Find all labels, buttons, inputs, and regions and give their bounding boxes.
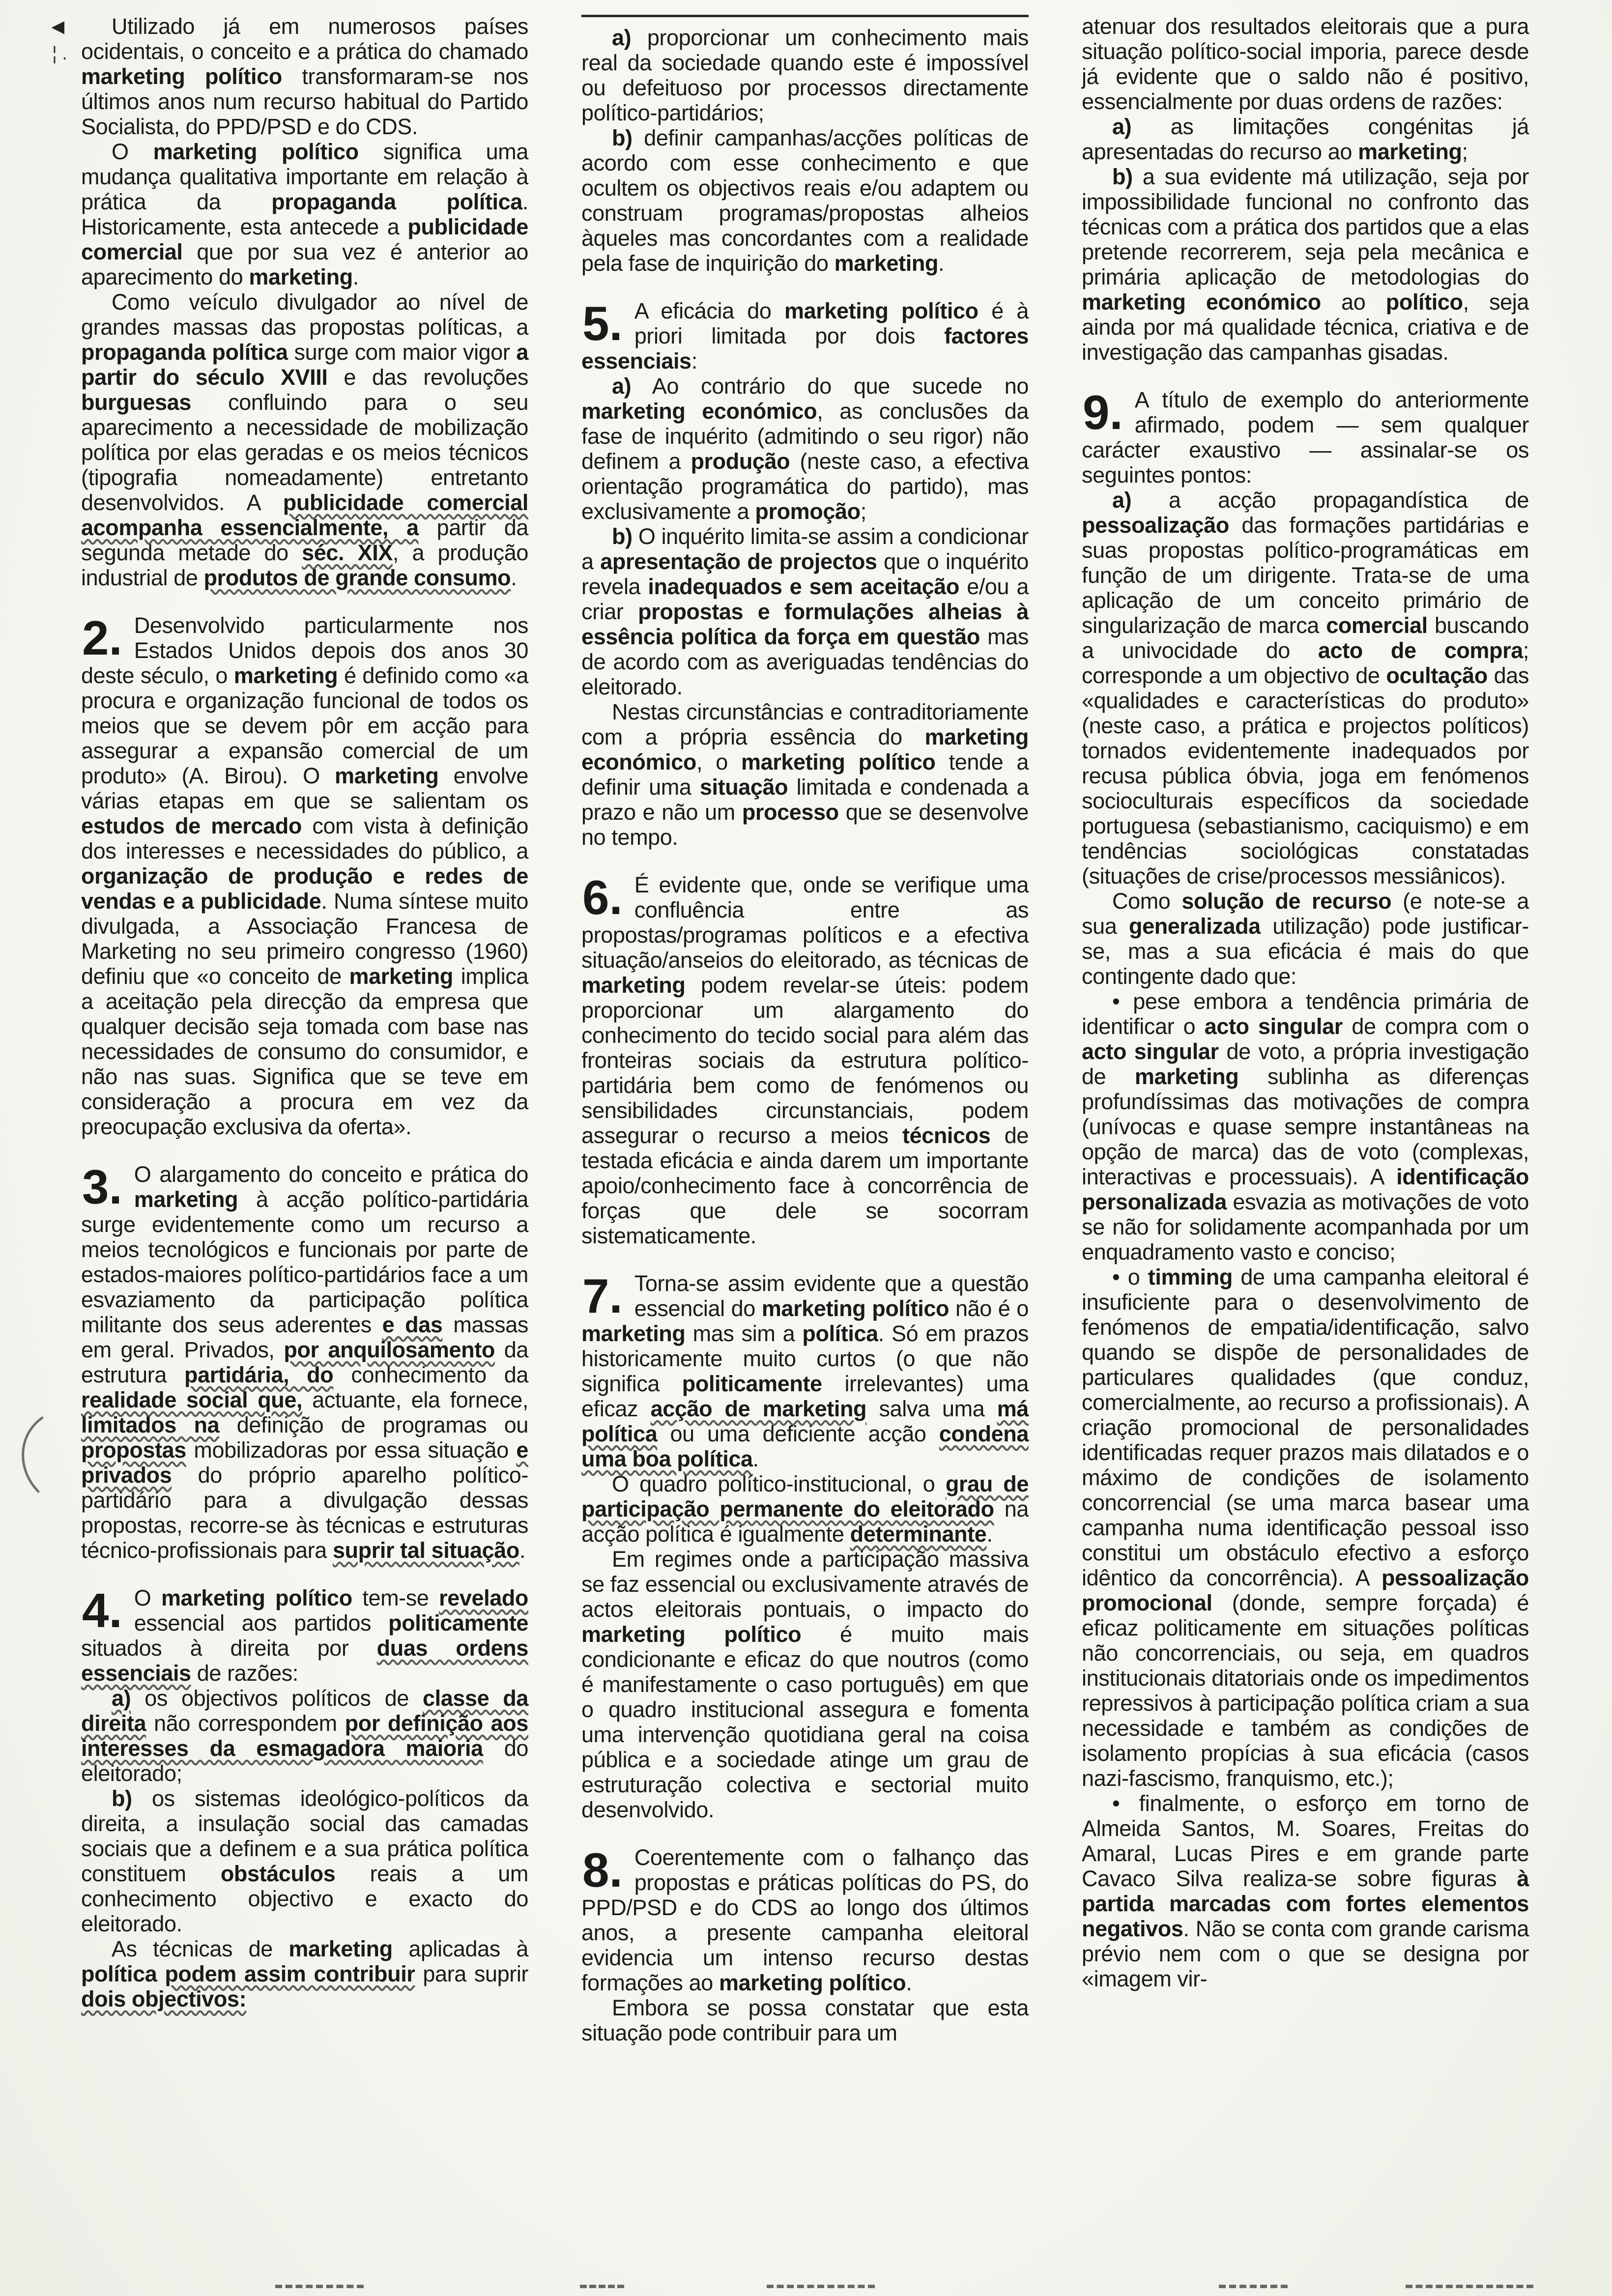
scribbled-emphasis: duas ordens essenciais bbox=[81, 1636, 528, 1686]
bold-emphasis: a) bbox=[612, 25, 632, 50]
section-number: 8. bbox=[582, 1843, 623, 1897]
bold-emphasis: marketing bbox=[1134, 1064, 1239, 1089]
bold-emphasis: marketing político bbox=[81, 64, 282, 89]
paragraph: b) a sua evidente má utilização, seja por impossibilidade funcional no confronto das técnicas com a prática dos partidos que a elas pretende recorrerem, seja pela mecânica e primária aplicação de metodologias do marketing económico ao político, seja ainda por má qualidade técnica, criativa e de investigação das campanhas gisadas. bbox=[1082, 164, 1529, 365]
scribbled-emphasis: publicidade comercial acompanha essencialmente, a bbox=[81, 490, 528, 540]
scribbled-emphasis: podem assim contribuir bbox=[165, 1961, 415, 1986]
section-paragraph: 2. Desenvolvido particularmente nos Estados Unidos depois dos anos 30 deste século, o marketing é definido como «a procura e organização funcional de todos os meios que se devem pôr em acção para assegurar a expansão comercial de um produto» (A. Birou). O marketing envolve várias etapas em que se salientam os estudos de mercado com vista à definição dos interesses e necessidades do público, a organização de produção e redes de vendas e a publicidade. Numa síntese muito divulgada, a Associação Francesa de Marketing no seu primeiro congresso (1960) definiu que «o conceito de marketing implica a aceitação pela direcção da empresa que qualquer decisão seja tomada com base nas necessidades de consumo do consumidor, e não nas suas. Significa que se teve em consideração a procura em vez da preocupação exclusiva da oferta». bbox=[81, 611, 529, 1139]
paragraph: a) proporcionar um conhecimento mais real da sociedade quando este é impossível ou defeituoso por processos directamente político-partidários; bbox=[581, 25, 1029, 125]
section-number: 9. bbox=[1083, 385, 1123, 439]
paragraph: Nestas circunstâncias e contraditoriamente com a própria essência do marketing económico, o marketing político tende a definir uma situação limitada e condenada a prazo e não um processo que se desenvolve no tempo. bbox=[581, 699, 1029, 850]
scribbled-emphasis: condena uma boa política bbox=[581, 1421, 1029, 1471]
paragraph: b) definir campanhas/acções políticas de acordo com esse conhecimento e que ocultem os objectivos reais e/ou adaptem ou construam programas/propostas alheios àqueles mas concordantes com a realidade pela fase de inquirição do marketing. bbox=[581, 125, 1029, 276]
scribbled-emphasis: por definição aos interesses da esmagadora maioria bbox=[81, 1711, 528, 1761]
bold-emphasis: marketing político bbox=[161, 1585, 352, 1610]
bold-emphasis: b) bbox=[1112, 164, 1133, 189]
bold-emphasis: política bbox=[802, 1321, 878, 1346]
paragraph: b) O inquérito limita-se assim a condicionar a apresentação de projectos que o inquérito revela inadequados e sem aceitação e/ou a criar propostas e formulações alheias à essência política da força em questão mas de acordo com as averiguadas tendências do eleitorado. bbox=[581, 524, 1029, 699]
scribbled-emphasis: produtos de grande consumo bbox=[203, 565, 511, 590]
bold-emphasis: acto singular bbox=[1204, 1014, 1343, 1039]
bold-emphasis: marketing bbox=[834, 251, 939, 276]
section-paragraph: 9. A título de exemplo do anteriormente afirmado, podem — sem qualquer carácter exaustivo — assinalar-se os seguintes pontos: bbox=[1082, 385, 1529, 488]
bold-emphasis: marketing político bbox=[784, 298, 979, 323]
paragraph: Embora se possa constatar que esta situação pode contribuir para um bbox=[581, 1995, 1029, 2045]
bold-emphasis: b) bbox=[612, 524, 633, 549]
bold-emphasis: factores essenciais bbox=[581, 323, 1029, 373]
scribbled-emphasis: partidária, do bbox=[184, 1362, 334, 1387]
section-number: 2. bbox=[82, 611, 122, 665]
paragraph: Utilizado já em numerosos países ocidentais, o conceito e a prática do chamado marketing político transformaram-se nos últimos anos num recurso habitual do Partido Socialista, do PPD/PSD e do CDS. bbox=[81, 14, 528, 139]
paragraph: O marketing político significa uma mudança qualitativa importante em relação à prática da propaganda política. Historicamente, esta antecede a publicidade comercial que por sua vez é anterior ao aparecimento do marketing. bbox=[81, 139, 528, 289]
scribbled-emphasis: propostas bbox=[81, 1437, 186, 1463]
paragraph: a) Ao contrário do que sucede no marketing económico, as conclusões da fase de inquérito (admitindo o seu rigor) não definem a produção (neste caso, a efectiva orientação programática do partido), mas exclusivamente a promoção; bbox=[581, 373, 1029, 524]
bold-emphasis: identificação personalizada bbox=[1082, 1164, 1529, 1214]
bold-emphasis: a) bbox=[612, 373, 632, 399]
bold-emphasis: a partir do século XVIII bbox=[81, 340, 528, 390]
bold-emphasis: politicamente bbox=[388, 1610, 528, 1636]
bold-emphasis: promoção bbox=[755, 499, 861, 524]
section-paragraph: 8. Coerentemente com o falhanço das propostas e práticas políticas do PS, do PPD/PSD e do CDS ao longo dos últimos anos, a presente campanha eleitoral evidencia um intenso recurso destas formações ao marketing político. bbox=[581, 1843, 1029, 1995]
scribbled-emphasis: grau de participação permanente do eleitorado bbox=[581, 1471, 1029, 1521]
scribbled-emphasis: a) bbox=[112, 1686, 131, 1711]
section-number: 4. bbox=[82, 1583, 122, 1637]
scribbled-emphasis: limitados na bbox=[81, 1412, 220, 1437]
scribbled-emphasis: suprir tal situação bbox=[332, 1538, 519, 1563]
bold-emphasis: política bbox=[81, 1961, 157, 1986]
bold-emphasis: marketing bbox=[349, 964, 453, 989]
column-top-rule bbox=[581, 15, 1029, 17]
bold-emphasis: burguesas bbox=[81, 390, 191, 415]
bold-emphasis: pessoalização bbox=[1082, 513, 1229, 538]
bold-emphasis: solução de recurso bbox=[1181, 889, 1392, 914]
scribbled-emphasis: e das bbox=[382, 1312, 443, 1337]
scribbled-emphasis: má política bbox=[581, 1396, 1029, 1446]
bold-emphasis: marketing político bbox=[719, 1970, 906, 1995]
section-paragraph: 4. O marketing político tem-se revelado essencial aos partidos politicamente situados à direita por duas ordens essenciais de razões: bbox=[81, 1583, 528, 1686]
paragraph: • finalmente, o esforço em torno de Almeida Santos, M. Soares, Freitas do Amaral, Lucas Pires e em grande parte Cavaco Silva realiza-se sobre figuras à partida marcadas com fortes elementos negativos. Não se conta com grande carisma prévio nem com o que se designa por «imagem vir- bbox=[1082, 1791, 1529, 1991]
scribbled-emphasis: e privados bbox=[81, 1437, 528, 1488]
paragraph: Como solução de recurso (e note-se a sua generalizada utilização) pode justificar-se, mas a sua eficácia é mais do que contingente dado que: bbox=[1082, 889, 1529, 989]
scribbled-emphasis: séc. XIX bbox=[302, 540, 393, 565]
bold-emphasis: processo bbox=[742, 800, 839, 825]
paragraph: • pese embora a tendência primária de identificar o acto singular de compra com o acto singular de voto, a própria investigação de marketing sublinha as diferenças profundíssimas das motivações de compra (unívocas e quase sempre instantâneas na opção de marca) das de voto (complexas, interactivas e processuais). A identificação personalizada esvazia as motivações de voto se não for solidamente acompanhada por um enquadramento vasto e conciso; bbox=[1082, 989, 1529, 1264]
bold-emphasis: marketing bbox=[581, 1321, 686, 1346]
column-1 bbox=[81, 14, 528, 2045]
bold-emphasis: técnicos bbox=[902, 1123, 991, 1148]
scribbled-emphasis: realidade social que, bbox=[81, 1387, 303, 1412]
bold-emphasis: a) bbox=[1112, 488, 1132, 513]
bold-emphasis: produção bbox=[691, 449, 790, 474]
bold-emphasis: estudos de mercado bbox=[81, 813, 302, 838]
bold-emphasis: marketing económico bbox=[1082, 289, 1321, 315]
bold-emphasis: propaganda política bbox=[271, 189, 522, 214]
bold-emphasis: apresentação de projectos bbox=[600, 549, 877, 574]
bold-emphasis: generalizada bbox=[1128, 914, 1261, 939]
paragraph: a) os objectivos políticos de classe da direita não correspondem por definição aos interesses da esmagadora maioria do eleitorado; bbox=[81, 1686, 528, 1786]
paragraph: Em regimes onde a participação massiva se faz essencial ou exclusivamente através de actos eleitorais pontuais, o impacto do marketing político é muito mais condicionante e eficaz do que noutros (como é manifestamente o caso português) em que o quadro institucional assegura e fomenta uma intervenção quotidiana geral na coisa pública e a sociedade atinge um grau de estruturação colectiva e sectorial muito desenvolvido. bbox=[581, 1547, 1029, 1822]
scribbled-emphasis: acção de marketing bbox=[650, 1396, 867, 1421]
section-paragraph: 6. É evidente que, onde se verifique uma confluência entre as propostas/programas políticos e a efectiva situação/anseios do eleitorado, as técnicas de marketing podem revelar-se úteis: podem proporcionar um alargamento do conhecimento do tecido social para além das fronteiras sociais da estrutura político-partidária bem como de fenómenos ou sensibilidades circunstanciais, podem assegurar o recurso a meios técnicos de testada eficácia e ainda darem um importante apoio/conhecimento face à concorrência de forças que dele se socorram sistematicamente. bbox=[581, 870, 1029, 1248]
article-columns bbox=[81, 14, 1538, 2045]
bold-emphasis: ocultação bbox=[1386, 663, 1488, 688]
bold-emphasis: timming bbox=[1148, 1264, 1233, 1290]
section-paragraph: 3. O alargamento do conceito e prática do marketing à acção político-partidária surge evidentemente como um recurso a meios tecnológicos e funcionais por parte de estados-maiores político-partidários face a um esvaziamento da participação política militante dos seus aderentes e das massas em geral. Privados, por anquilosamento da estrutura partidária, do conhecimento da realidade social que, actuante, ela fornece, limitados na definição de programas ou propostas mobilizadoras por essa situação e privados do próprio aparelho político-partidário para a divulgação dessas propostas, recorre-se às técnicas e estruturas técnico-profissionais para suprir tal situação. bbox=[81, 1160, 529, 1563]
paragraph: O quadro político-institucional, o grau de participação permanente do eleitorado na acção política é igualmente determinante. bbox=[581, 1471, 1029, 1547]
bold-emphasis: marketing bbox=[334, 763, 439, 788]
paragraph: atenuar dos resultados eleitorais que a pura situação político-social imporia, parece desde já evidente que o saldo não é positivo, essencialmente por duas ordens de razões: bbox=[1082, 14, 1529, 114]
bold-emphasis: marketing bbox=[134, 1187, 238, 1212]
bold-emphasis: marketing bbox=[288, 1936, 393, 1961]
scan-dash-artifact bbox=[1219, 2285, 1288, 2288]
bold-emphasis: marketing económico bbox=[581, 724, 1029, 775]
scribbled-emphasis: dois objectivos: bbox=[81, 1986, 247, 2011]
scan-dash-artifact bbox=[1406, 2285, 1533, 2288]
scribbled-emphasis: por anquilosamento bbox=[284, 1337, 495, 1362]
section-number: 5. bbox=[582, 296, 623, 350]
bold-emphasis: politicamente bbox=[682, 1371, 822, 1396]
paragraph: a) as limitações congénitas já apresentadas do recurso ao marketing; bbox=[1082, 114, 1529, 164]
scribbled-emphasis: classe da direita bbox=[81, 1686, 528, 1736]
bold-emphasis: situação bbox=[699, 775, 788, 800]
bold-emphasis: inadequados e sem aceitação bbox=[648, 574, 960, 599]
bold-emphasis: marketing bbox=[581, 973, 686, 998]
bold-emphasis: acto singular bbox=[1082, 1039, 1219, 1064]
paragraph: As técnicas de marketing aplicadas à política podem assim contribuir para suprir dois objectivos: bbox=[81, 1936, 529, 2011]
bold-emphasis: à partida marcadas com fortes elementos negativos bbox=[1082, 1866, 1529, 1941]
scan-dash-artifact bbox=[275, 2285, 364, 2288]
section-number: 7. bbox=[582, 1269, 623, 1323]
scribbled-emphasis: revelado bbox=[439, 1585, 528, 1610]
section-number: 3. bbox=[82, 1160, 122, 1214]
section-number: 6. bbox=[582, 870, 623, 924]
margin-arrow-artifact: ◄ bbox=[47, 15, 69, 39]
paragraph: b) os sistemas ideológico-políticos da direita, a insulação social das camadas sociais que a definem e a sua prática política constituem obstáculos reais a um conhecimento objectivo e exacto do eleitorado. bbox=[81, 1786, 528, 1936]
bold-emphasis: organização de produção e redes de vendas e a publicidade bbox=[81, 863, 528, 914]
bold-emphasis: acto de compra bbox=[1318, 638, 1523, 663]
column-3 bbox=[1082, 14, 1529, 2045]
bold-emphasis: marketing político bbox=[741, 749, 936, 775]
bold-emphasis: comercial bbox=[1326, 613, 1428, 638]
column-2 bbox=[581, 14, 1029, 2045]
bold-emphasis: marketing político bbox=[153, 139, 359, 164]
paragraph: Como veículo divulgador ao nível de grandes massas das propostas políticas, a propaganda política surge com maior vigor a partir do século XVIII e das revoluções burguesas confluindo para o seu aparecimento a necessidade de mobilização política por elas geradas e os meios técnicos (tipografia nomeadamente) entretanto desenvolvidos. A publicidade comercial acompanha essencialmente, a partir da segunda metade do séc. XIX, a produção industrial de produtos de grande consumo. bbox=[81, 289, 528, 590]
bold-emphasis: publicidade comercial bbox=[81, 214, 528, 264]
section-paragraph: 7. Torna-se assim evidente que a questão essencial do marketing político não é o marketing mas sim a política. Só em prazos historicamente muito curtos (o que não significa politicamente irrelevantes) uma eficaz acção de marketing salva uma má política ou uma deficiente acção condena uma boa política. bbox=[581, 1269, 1029, 1471]
scribbled-emphasis: determinante bbox=[850, 1521, 987, 1547]
bold-emphasis: marketing político bbox=[761, 1296, 950, 1321]
bold-emphasis: político bbox=[1385, 289, 1463, 315]
bold-emphasis: marketing político bbox=[581, 1622, 802, 1647]
pen-mark-artifact bbox=[13, 1415, 47, 1494]
scan-dash-artifact bbox=[580, 2285, 624, 2288]
scan-dash-artifact bbox=[767, 2285, 875, 2288]
bold-emphasis: propaganda política bbox=[81, 340, 288, 365]
bold-emphasis: propostas e formulações alheias à essência política da força em questão bbox=[581, 599, 1029, 649]
bold-emphasis: pessoalização promocional bbox=[1082, 1565, 1529, 1615]
bold-emphasis: marketing bbox=[233, 663, 338, 688]
paragraph: • o timming de uma campanha eleitoral é insuficiente para o desenvolvimento de fenómenos de empatia/identificação, salvo quando se dispõe de personalidades de particulares qualidades (que conduz, comercialmente, ao recurso a profissionais). A criação promocional de personalidades identificadas requer prazos mais dilatados e o máximo de condições de isolamento concorrencial (se uma marca basear uma campanha numa identificação pessoal isso constitui um obstáculo efectivo a esforço idêntico da concorrência). A pessoalização promocional (donde, sempre forçada) é eficaz politicamente em situações políticas não concorrenciais, ou seja, em quadros institucionais ditatoriais onde os impedimentos repressivos à participação política criam a sua necessidade e também as condições de isolamento propícias à sua eficácia (casos nazi-fascismo, franquismo, etc.); bbox=[1082, 1264, 1529, 1791]
bold-emphasis: marketing económico bbox=[581, 399, 817, 424]
bold-emphasis: b) bbox=[612, 125, 633, 150]
bold-emphasis: marketing bbox=[249, 264, 353, 289]
bold-emphasis: b) bbox=[112, 1786, 132, 1811]
margin-mark-artifact: ¦ . bbox=[52, 43, 67, 64]
bold-emphasis: marketing bbox=[1358, 139, 1462, 164]
section-paragraph: 5. A eficácia do marketing político é à priori limitada por dois factores essenciais: bbox=[581, 296, 1029, 373]
bold-emphasis: a) bbox=[1112, 114, 1132, 139]
bold-emphasis: obstáculos bbox=[220, 1861, 336, 1886]
paragraph: a) a acção propagandística de pessoalização das formações partidárias e suas propostas político-programáticas em função de um dirigente. Trata-se de uma aplicação de um conceito primário de singularização de marca comercial buscando a univocidade do acto de compra; corresponde a um objectivo de ocultação das «qualidades e características do produto» (neste caso, a prática e projectos políticos) tornados evidentemente inadequados por recusa pública óbvia, joga em fenómenos socioculturais específicos da sociedade portuguesa (sebastianismo, caciquismo) e em tendências sociológicas constatadas (situações de crise/processos messiânicos). bbox=[1082, 488, 1529, 889]
